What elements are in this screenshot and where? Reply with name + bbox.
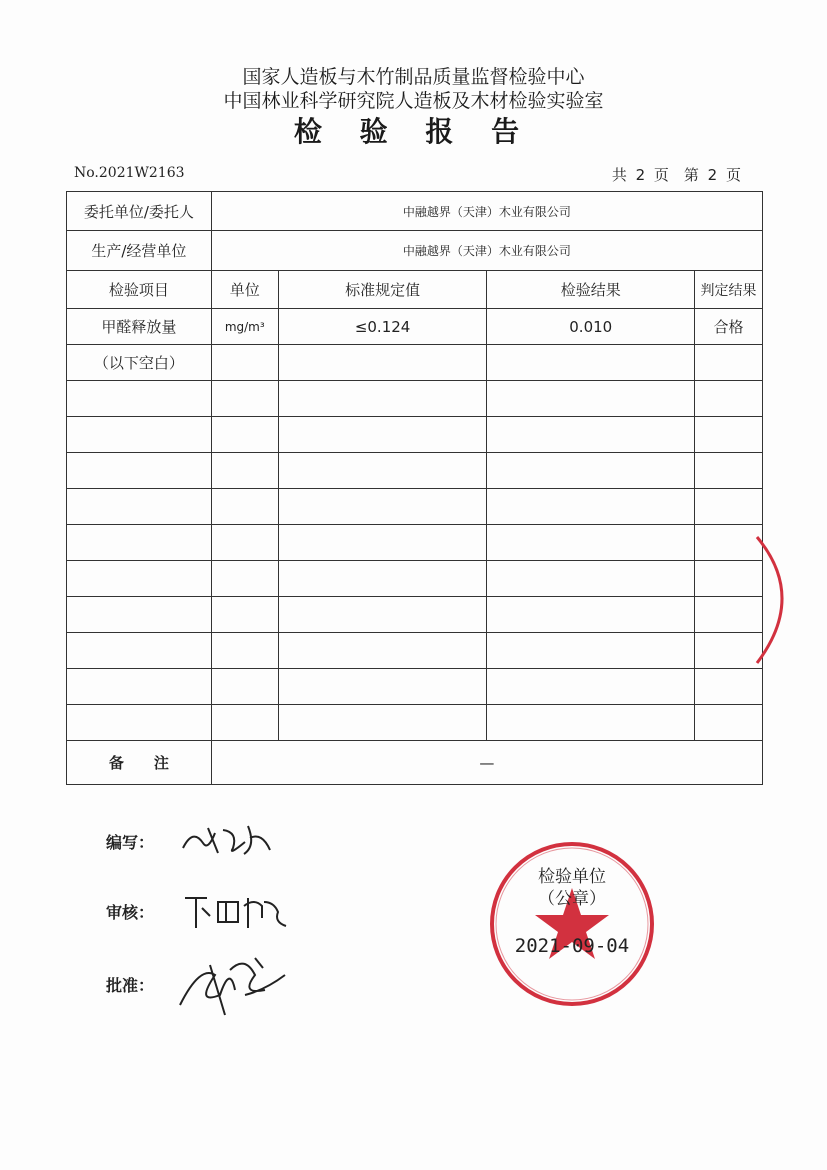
producer-value: 中融越界（天津）木业有限公司 (211, 231, 762, 271)
approver-label: 批准： (106, 976, 155, 995)
header-row (67, 271, 763, 309)
blank-cell (487, 669, 695, 705)
col-item: 检验项目 (67, 271, 212, 309)
blank-row (67, 633, 763, 669)
blank-cell (695, 597, 763, 633)
blank-cell (67, 417, 212, 453)
blank-cell (278, 525, 487, 561)
blank-row (67, 705, 763, 741)
blank-cell (278, 489, 487, 525)
blank-cell (67, 525, 212, 561)
blank-cell (67, 705, 212, 741)
blank-cell (278, 633, 487, 669)
report-table (66, 191, 763, 785)
cell-standard (278, 345, 487, 381)
blank-cell (487, 417, 695, 453)
col-result: 检验结果 (487, 271, 695, 309)
blank-cell (487, 489, 695, 525)
cell-result (487, 345, 695, 381)
col-verdict: 判定结果 (695, 271, 763, 309)
col-standard: 标准规定值 (278, 271, 487, 309)
blank-cell (211, 705, 278, 741)
blank-cell (487, 381, 695, 417)
blank-cell (278, 453, 487, 489)
blank-row (67, 417, 763, 453)
blank-cell (278, 417, 487, 453)
author-signature (178, 818, 278, 860)
blank-cell (695, 525, 763, 561)
org-name-2: 中国林业科学研究院人造板及木材检验实验室 (223, 90, 604, 112)
blank-cell (211, 381, 278, 417)
blank-cell (278, 381, 487, 417)
author-label: 编写： (106, 833, 155, 852)
cell-item: 甲醛释放量 (67, 309, 212, 345)
producer-label: 生产/经营单位 (67, 231, 212, 271)
blank-row (67, 453, 763, 489)
remarks-value: — (211, 741, 762, 785)
blank-cell (487, 633, 695, 669)
blank-cell (278, 561, 487, 597)
blank-cell (278, 669, 487, 705)
blank-cell (67, 489, 212, 525)
blank-row (67, 597, 763, 633)
blank-cell (211, 525, 278, 561)
blank-cell (211, 597, 278, 633)
client-value: 中融越界（天津）木业有限公司 (211, 192, 762, 231)
blank-cell (487, 597, 695, 633)
seal-unit: 检验单位 (538, 867, 606, 887)
blank-cell (211, 453, 278, 489)
blank-cell (211, 417, 278, 453)
blank-cell (695, 705, 763, 741)
cell-verdict (695, 345, 763, 381)
blank-row (67, 381, 763, 417)
blank-cell (695, 561, 763, 597)
cell-result: 0.010 (487, 309, 695, 345)
blank-cell (67, 381, 212, 417)
cell-standard: ≤0.124 (278, 309, 487, 345)
info-row (67, 192, 763, 231)
blank-cell (695, 453, 763, 489)
blank-cell (67, 669, 212, 705)
seal-date: 2021-09-04 (514, 935, 630, 957)
blank-cell (695, 633, 763, 669)
blank-row (67, 561, 763, 597)
reviewer-signature (180, 888, 290, 933)
blank-cell (487, 453, 695, 489)
cell-unit: mg/m³ (211, 309, 278, 345)
org-name-1: 国家人造板与木竹制品质量监督检验中心 (242, 66, 585, 88)
cell-verdict: 合格 (695, 309, 763, 345)
col-unit: 单位 (211, 271, 278, 309)
blank-cell (67, 561, 212, 597)
blank-cell (211, 633, 278, 669)
remarks-label: 备 注 (67, 741, 212, 785)
blank-cell (67, 597, 212, 633)
blank-cell (487, 525, 695, 561)
blank-cell (67, 453, 212, 489)
blank-cell (695, 417, 763, 453)
blank-row (67, 489, 763, 525)
blank-cell (487, 561, 695, 597)
blank-cell (211, 561, 278, 597)
blank-cell (211, 669, 278, 705)
reviewer-label: 审核： (106, 903, 155, 922)
approver-signature (175, 950, 295, 1020)
client-label: 委托单位/委托人 (67, 192, 212, 231)
blank-cell (211, 489, 278, 525)
table-row (67, 309, 763, 345)
edge-seal-fragment (755, 535, 815, 665)
table-row (67, 345, 763, 381)
report-title: 检 验 报 告 (293, 115, 534, 148)
info-row (67, 231, 763, 271)
blank-cell (695, 669, 763, 705)
blank-cell (278, 705, 487, 741)
blank-row (67, 525, 763, 561)
remarks-row (67, 741, 763, 785)
blank-cell (67, 633, 212, 669)
cell-item: （以下空白） (67, 345, 212, 381)
cell-unit (211, 345, 278, 381)
blank-cell (695, 381, 763, 417)
report-number: No.2021W2163 (74, 165, 185, 181)
blank-cell (695, 489, 763, 525)
seal-type: （公章） (538, 889, 606, 909)
blank-cell (487, 705, 695, 741)
blank-row (67, 669, 763, 705)
blank-cell (278, 597, 487, 633)
page-count: 共 2 页 第 2 页 (611, 166, 741, 184)
